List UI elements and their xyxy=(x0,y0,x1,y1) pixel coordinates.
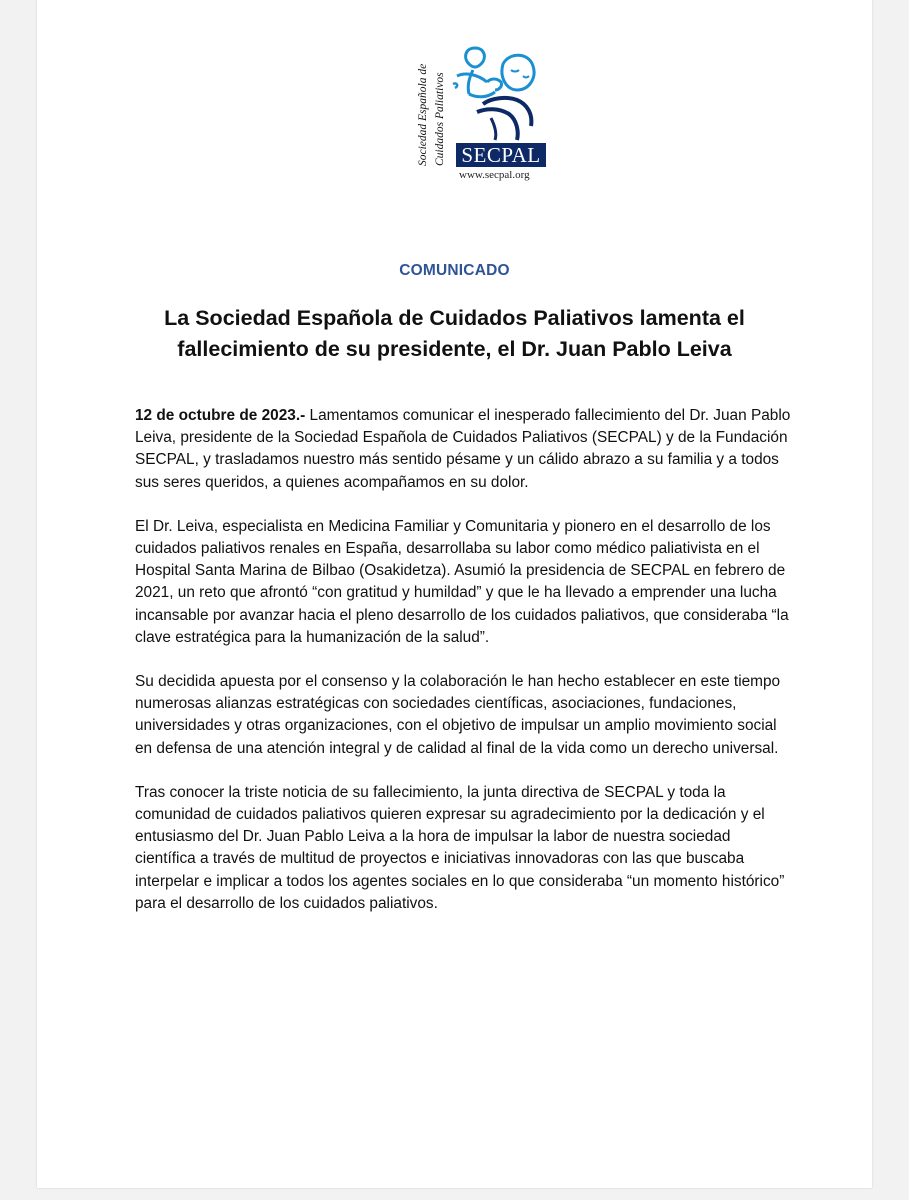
logo-badge: SECPAL xyxy=(456,143,546,167)
logo-text-line-2: Cuidados Paliativos xyxy=(434,72,446,166)
paragraph-1 xyxy=(135,405,795,494)
logo-url: www.secpal.org xyxy=(459,169,530,181)
logo-text-line-1: Sociedad Española de xyxy=(417,63,429,166)
headline-line-2: fallecimiento de su presidente, el Dr. Juan Pablo Leiva xyxy=(177,337,732,361)
paragraph-4: Tras conocer la triste noticia de su fallecimiento, la junta directiva de SECPAL y toda la comunidad de cuidados paliativos quieren expresar su agradecimiento por la dedicación y el entusiasmo del Dr. Juan Pablo Leiva a la hora de impulsar la labor de nuestra sociedad científica a través de multitud de proyectos e iniciativas innovadoras con las que buscaba interpelar e implicar a todos los agentes sociales en lo que consideraba “un momento histórico” para el desarrollo de los cuidados paliativos. xyxy=(135,783,785,912)
paragraph-3: Su decidida apuesta por el consenso y la colaboración le han hecho establecer en este tiempo numerosas alianzas estratégicas con sociedades científicas, asociaciones, fundaciones, universidades y otras organizaciones, con el objetivo de impulsar un amplio movimiento social en defensa de una atención integral y de calidad al final de la vida como un derecho universal. xyxy=(135,673,781,757)
paragraph-2: El Dr. Leiva, especialista en Medicina Familiar y Comunitaria y pionero en el desarrollo de los cuidados paliativos renales en España, desarrollaba su labor como médico paliativista en el Hospital Santa Marina de Bilbao (Osakidetza). Asumió la presidencia de SECPAL en febrero de 2021, un reto que afrontó “con gratitud y humildad” y que le ha llevado a emprender una lucha incansable por avanzar hacia el pleno desarrollo de los cuidados paliativos, que consideraba “la clave estratégica para la humanización de la salud”. xyxy=(135,517,789,646)
headline xyxy=(97,303,812,365)
logo-vertical-text xyxy=(417,40,447,166)
logo-figures-icon xyxy=(447,42,542,142)
article-body xyxy=(135,405,795,937)
secpal-logo xyxy=(417,40,547,185)
paragraph-1-text: Lamentamos comunicar el inesperado fallecimiento del Dr. Juan Pablo Leiva, presidente de la Sociedad Española de Cuidados Paliativos (SECPAL) y de la Fundación SECPAL, y trasladamos nuestro más sentido pésame y un cálido abrazo a su familia y a todos sus seres queridos, a quienes acompañamos en su dolor. xyxy=(135,407,791,491)
headline-line-1: La Sociedad Española de Cuidados Paliativos lamenta el xyxy=(164,306,745,330)
kicker-label: COMUNICADO xyxy=(399,262,510,279)
document-page xyxy=(37,0,872,1188)
dateline: 12 de octubre de 2023.- xyxy=(135,407,306,424)
